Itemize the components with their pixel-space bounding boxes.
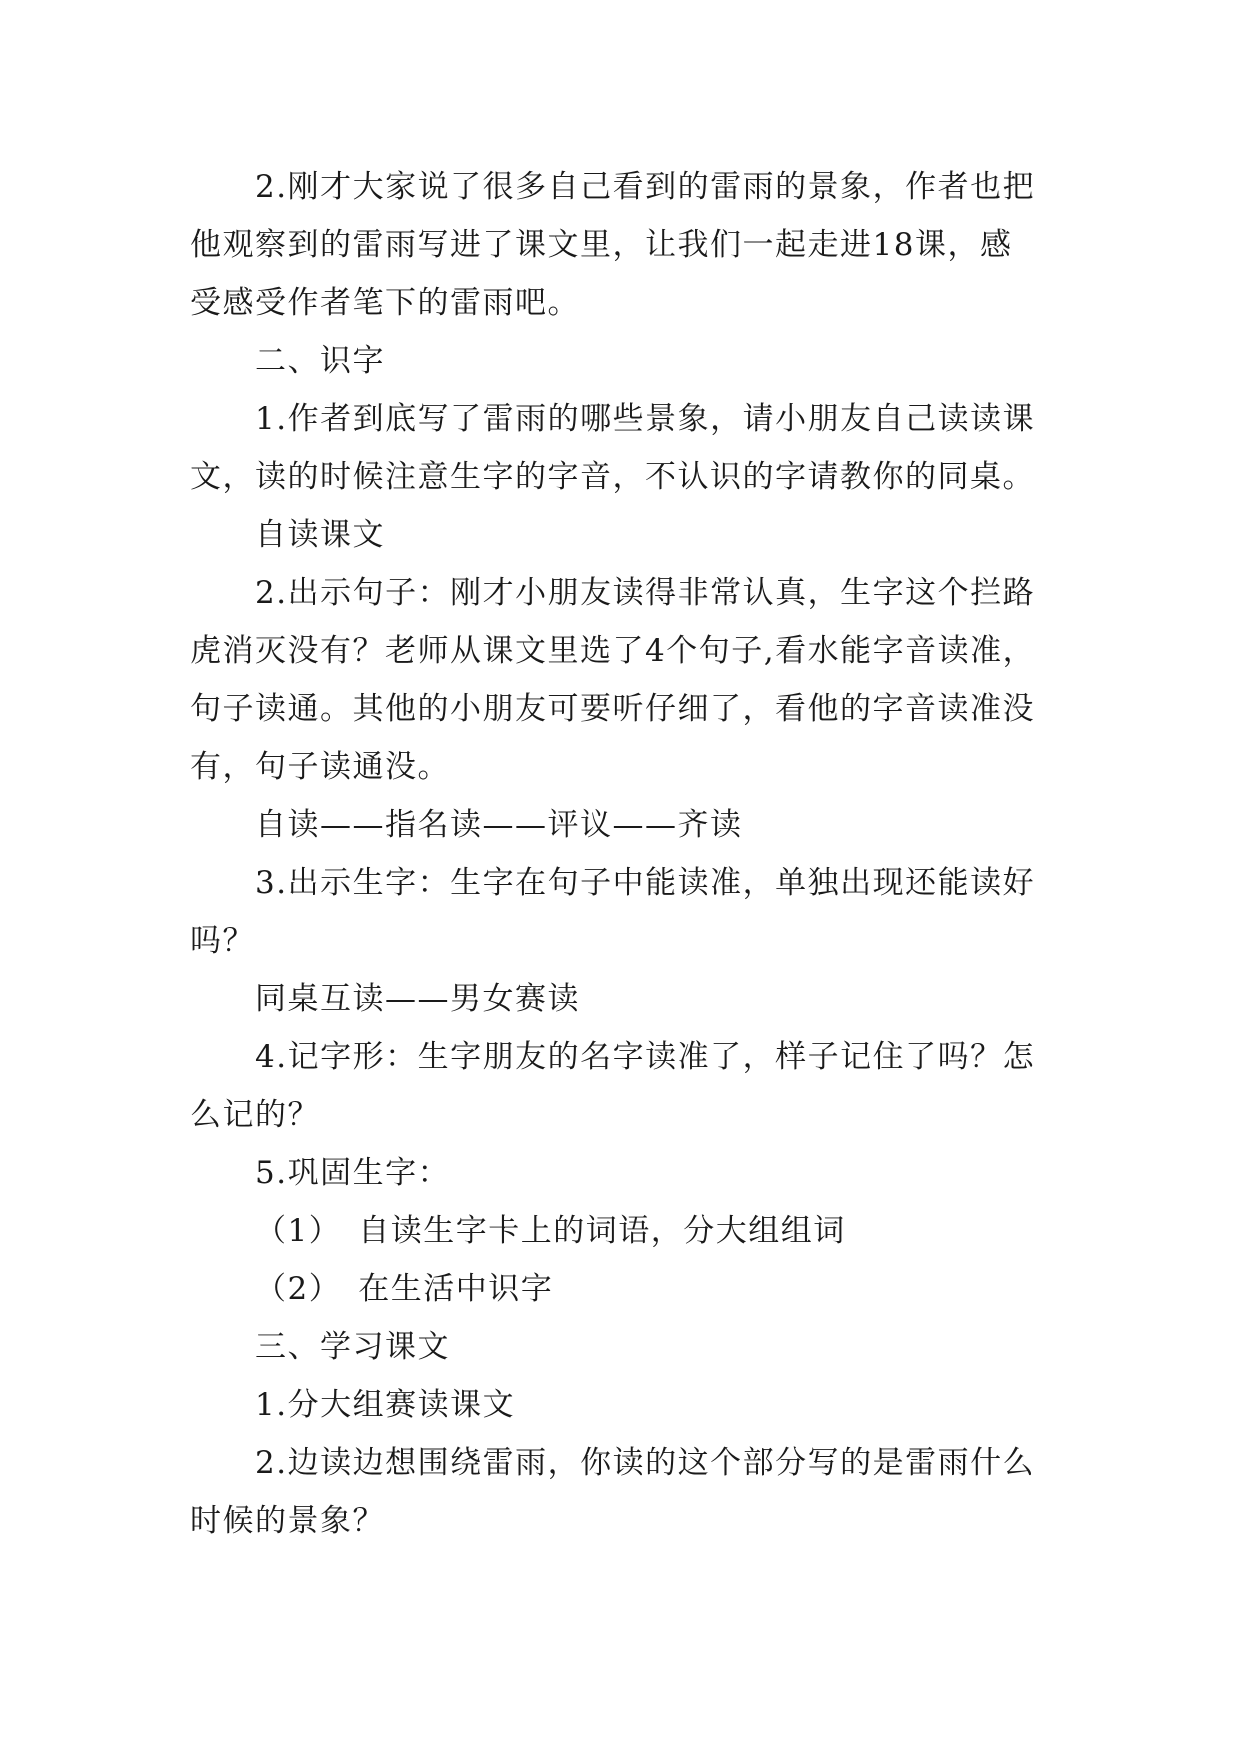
paragraph-line: 3.出示生字：生字在句子中能读准，单独出现还能读好 xyxy=(255,865,1036,901)
paragraph-line: 受感受作者笔下的雷雨吧。 xyxy=(190,285,580,321)
paragraph-line: 5.巩固生字： xyxy=(255,1155,451,1191)
section-heading: 二、识字 xyxy=(255,343,385,379)
paragraph-line: 4.记字形：生字朋友的名字读准了，样子记住了吗？怎 xyxy=(255,1039,1036,1075)
paragraph-line: 他观察到的雷雨写进了课文里，让我们一起走进18课，感 xyxy=(190,227,1013,263)
paragraph-line: 自读——指名读——评议——齐读 xyxy=(255,807,743,843)
paragraph-line: 时候的景象？ xyxy=(190,1503,385,1539)
list-item: （1） 自读生字卡上的词语，分大组组词 xyxy=(255,1213,846,1249)
list-item: （2） 在生活中识字 xyxy=(255,1271,554,1307)
paragraph-line: 1.作者到底写了雷雨的哪些景象，请小朋友自己读读课 xyxy=(255,401,1036,437)
paragraph-line: 有，句子读通没。 xyxy=(190,749,450,785)
document-body xyxy=(190,158,1060,1550)
paragraph-line: 同桌互读——男女赛读 xyxy=(255,981,580,1017)
paragraph-line: 文，读的时候注意生字的字音，不认识的字请教你的同桌。 xyxy=(190,459,1035,495)
paragraph-line: 2.刚才大家说了很多自己看到的雷雨的景象，作者也把 xyxy=(255,169,1036,205)
paragraph-line: 2.边读边想围绕雷雨，你读的这个部分写的是雷雨什么 xyxy=(255,1445,1036,1481)
paragraph-line: 么记的？ xyxy=(190,1097,320,1133)
paragraph-line: 2.出示句子：刚才小朋友读得非常认真，生字这个拦路 xyxy=(255,575,1036,611)
paragraph-line: 虎消灭没有？老师从课文里选了4个句子,看水能字音读准， xyxy=(190,633,1036,669)
paragraph-line: 句子读通。其他的小朋友可要听仔细了，看他的字音读准没 xyxy=(190,691,1035,727)
paragraph-line: 1.分大组赛读课文 xyxy=(255,1387,516,1423)
section-heading: 三、学习课文 xyxy=(255,1329,450,1365)
paragraph-line: 自读课文 xyxy=(255,517,385,553)
paragraph-line: 吗？ xyxy=(190,923,255,959)
